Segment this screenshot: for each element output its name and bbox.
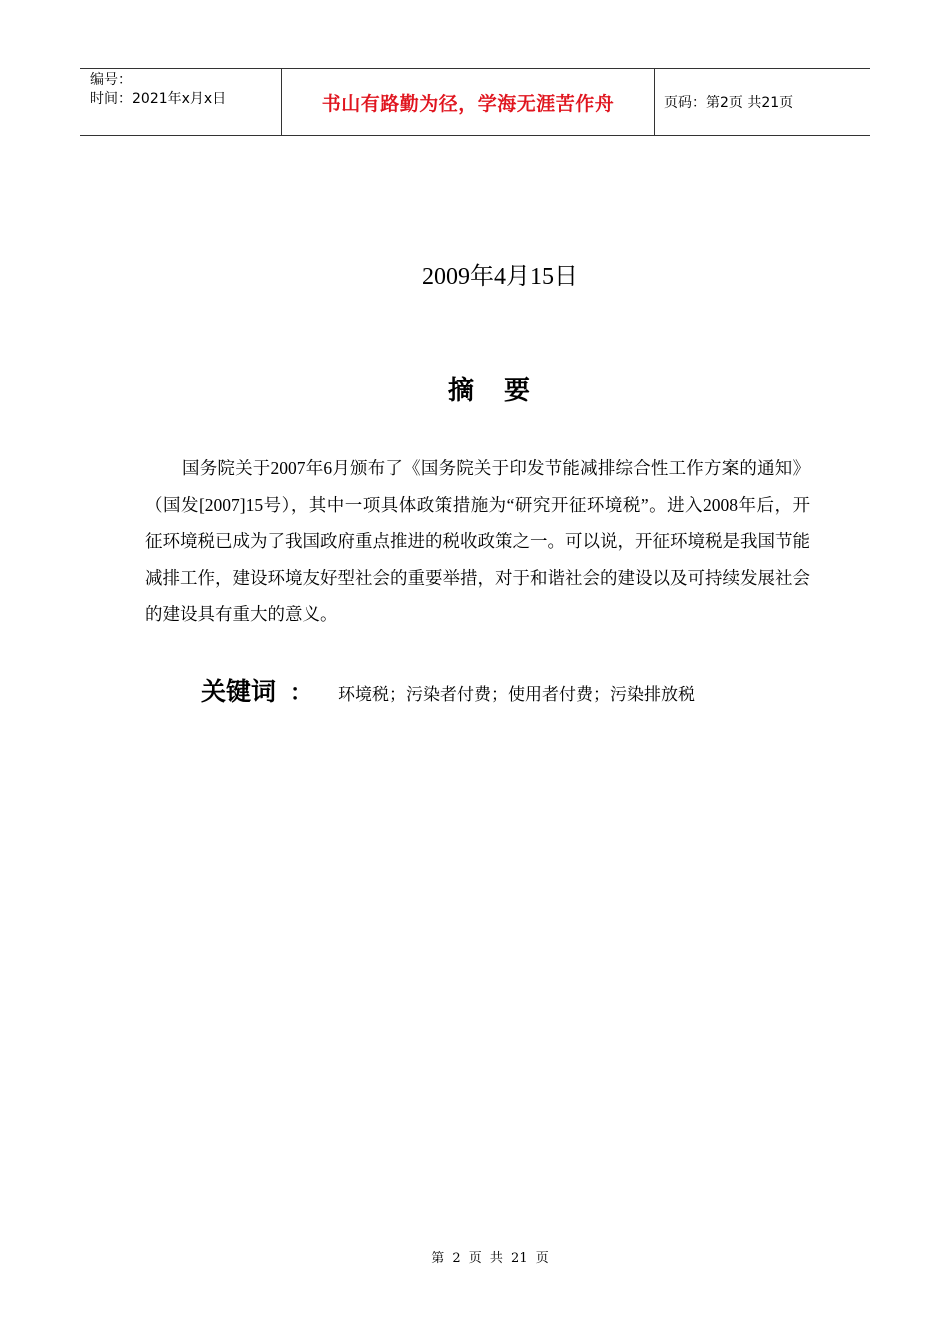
motto-text: 书山有路勤为径，学海无涯苦作舟: [321, 92, 615, 115]
keywords-row: [201, 672, 695, 708]
page-header: [80, 68, 870, 136]
page-footer: 第 2 页 共 21 页: [431, 1251, 549, 1266]
abstract-heading: 摘要: [447, 376, 560, 406]
header-motto-cell: [281, 69, 655, 135]
keywords-list: 环境税；污染者付费；使用者付费；污染排放税: [338, 685, 696, 705]
document-date: 2009年4月15日: [422, 264, 578, 290]
header-meta-cell: [80, 69, 281, 135]
keywords-colon: ：: [290, 681, 313, 706]
keywords-label: 关键词: [201, 677, 277, 706]
header-page-cell: [655, 69, 870, 135]
time-label: 时间：2021年x月x日: [90, 91, 227, 107]
abstract-paragraph: 国务院关于2007年6月颁布了《国务院关于印发节能减排综合性工作方案的通知》（国发[2007]15号），其中一项具体政策措施为“研究开征环境税”。进入2008年后，开征环境税已成为了我国政府重点推进的税收政策之一。可以说，开征环境税是我国节能减排工作，建设环境友好型社会的重要举措，对于和谐社会的建设以及可持续发展社会的建设具有重大的意义。: [145, 458, 810, 624]
number-label: 编号：: [90, 72, 132, 88]
header-page-info: 页码：第2页 共21页: [664, 95, 794, 111]
